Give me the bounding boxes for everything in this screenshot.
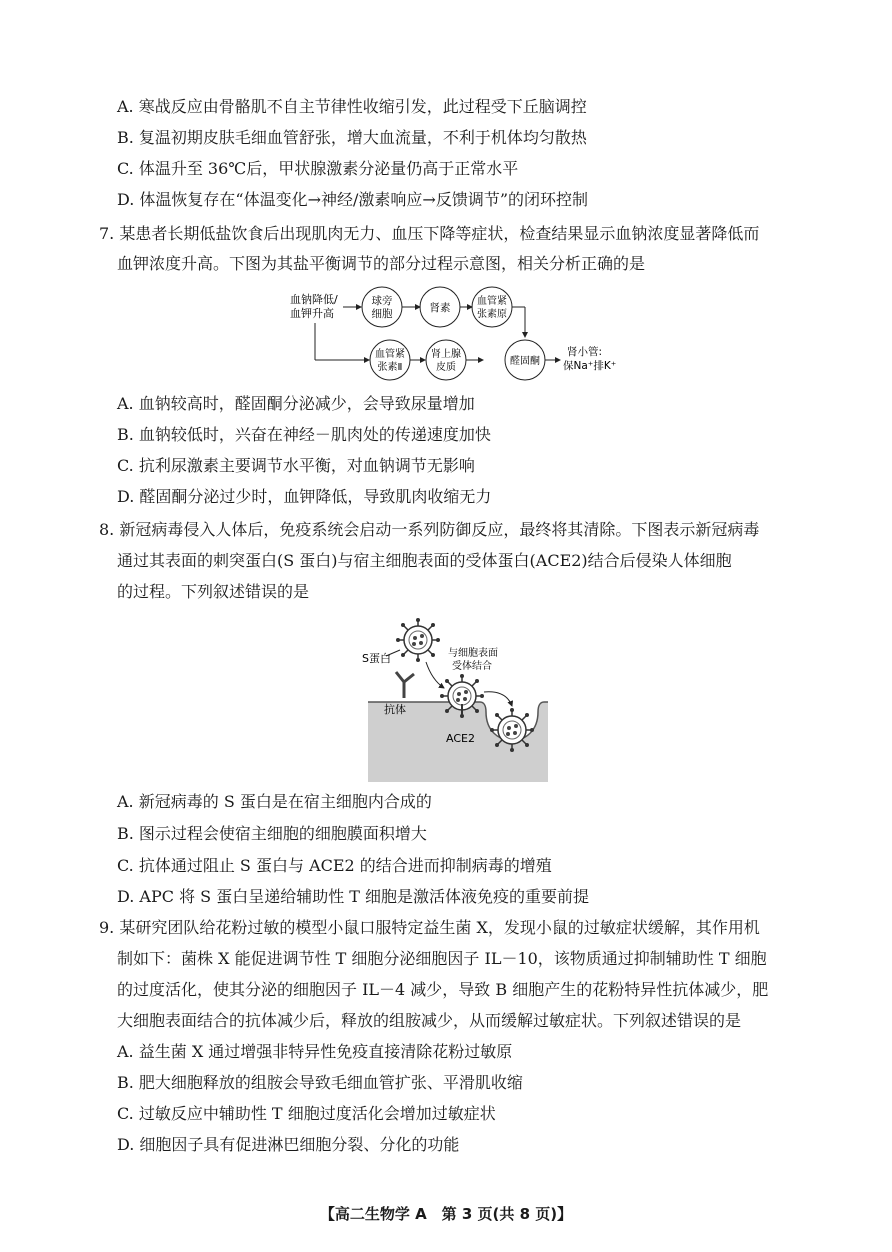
diagram-end-label-1: 肾小管: xyxy=(567,346,603,358)
node3-label-1: 血管紧 xyxy=(477,296,507,307)
q9-option-d: D. 细胞因子具有促进淋巴细胞分裂、分化的功能 xyxy=(117,1135,460,1154)
q9-stem-line3: 的过度活化，使其分泌的细胞因子 IL－4 减少，导致 B 细胞产生的花粉特异性抗体减少，肥 xyxy=(117,980,769,999)
q9-option-a: A. 益生菌 X 通过增强非特异性免疫直接清除花粉过敏原 xyxy=(117,1042,513,1061)
diagram-end-label-2: 保Na⁺排K⁺ xyxy=(563,360,617,372)
q7-option-d: D. 醛固酮分泌过少时，血钾降低，导致肌肉收缩无力 xyxy=(117,487,492,506)
q9-option-c: C. 过敏反应中辅助性 T 细胞过度活化会增加过敏症状 xyxy=(117,1104,496,1123)
q9-option-b: B. 肥大细胞释放的组胺会导致毛细血管扩张、平滑肌收缩 xyxy=(117,1073,523,1092)
q9-stem-line2: 制如下：菌株 X 能促进调节性 T 细胞分泌细胞因子 IL－10，该物质通过抑制辅助性 T 细胞 xyxy=(117,949,767,968)
node5-label-1: 肾上腺 xyxy=(431,349,461,360)
node3-label-2: 张素原 xyxy=(477,309,507,320)
page-footer: 【高二生物学 A 第 3 页(共 8 页)】 xyxy=(319,1205,573,1223)
q6-option-d: D. 体温恢复存在“体温变化→神经/激素响应→反馈调节”的闭环控制 xyxy=(117,190,588,209)
q6-option-b: B. 复温初期皮肤毛细血管舒张，增大血流量，不利于机体均匀散热 xyxy=(117,128,587,147)
node-angiotensin-ii xyxy=(370,340,410,380)
node2-label: 肾素 xyxy=(429,302,451,314)
diagram-start-label-2: 血钾升高 xyxy=(290,307,334,320)
q6-option-c: C. 体温升至 36℃后，甲状腺激素分泌量仍高于正常水平 xyxy=(117,159,519,178)
node-adrenal-cortex xyxy=(426,340,466,380)
q8-option-c: C. 抗体通过阻止 S 蛋白与 ACE2 的结合进而抑制病毒的增殖 xyxy=(117,856,552,875)
node1-label-2: 细胞 xyxy=(371,308,393,320)
binding-label-2: 受体结合 xyxy=(452,661,492,672)
diagram-start-label-1: 血钠降低/ xyxy=(290,293,338,306)
q7-stem-line2: 血钾浓度升高。下图为其盐平衡调节的部分过程示意图，相关分析正确的是 xyxy=(117,254,646,273)
q9-stem-line1: 9. 某研究团队给花粉过敏的模型小鼠口服特定益生菌 X，发现小鼠的过敏症状缓解，其作用机 xyxy=(99,918,760,937)
s-protein-label: S蛋白 xyxy=(362,652,391,665)
q7-option-c: C. 抗利尿激素主要调节水平衡，对血钠调节无影响 xyxy=(117,456,475,475)
node1-label-1: 球旁 xyxy=(371,295,393,307)
salt-balance-diagram xyxy=(285,285,625,385)
q8-stem-line2: 通过其表面的刺突蛋白(S 蛋白)与宿主细胞表面的受体蛋白(ACE2)结合后侵染人体细胞 xyxy=(117,551,732,570)
antibody-label: 抗体 xyxy=(384,703,406,716)
q7-stem-line1: 7. 某患者长期低盐饮食后出现肌肉无力、血压下降等症状，检查结果显示血钠浓度显著降低而 xyxy=(99,224,760,243)
q7-option-a: A. 血钠较高时，醛固酮分泌减少，会导致尿量增加 xyxy=(117,394,475,413)
q8-stem-line1: 8. 新冠病毒侵入人体后，免疫系统会启动一系列防御反应，最终将其清除。下图表示新冠病毒 xyxy=(99,520,760,539)
node4-label-2: 张素Ⅱ xyxy=(377,362,403,373)
node6-label: 醛固酮 xyxy=(510,356,540,367)
q8-option-d: D. APC 将 S 蛋白呈递给辅助性 T 细胞是激活体液免疫的重要前提 xyxy=(117,887,590,906)
q9-stem-line4: 大细胞表面结合的抗体减少后，释放的组胺减少，从而缓解过敏症状。下列叙述错误的是 xyxy=(117,1011,742,1030)
virus-infection-diagram xyxy=(360,610,550,782)
q8-stem-line3: 的过程。下列叙述错误的是 xyxy=(117,582,310,601)
node-angiotensinogen xyxy=(472,287,512,327)
virus-internalized-icon xyxy=(490,708,534,752)
q8-option-b: B. 图示过程会使宿主细胞的细胞膜面积增大 xyxy=(117,824,427,843)
binding-label-1: 与细胞表面 xyxy=(448,648,498,659)
q6-option-a: A. 寒战反应由骨骼肌不自主节律性收缩引发，此过程受下丘脑调控 xyxy=(117,97,587,116)
node-juxtaglomerular-cell xyxy=(362,287,402,327)
node4-label-1: 血管紧 xyxy=(375,349,405,360)
virus-icon xyxy=(396,618,440,662)
ace2-label: ACE2 xyxy=(446,732,475,745)
antibody-icon xyxy=(396,672,414,698)
node5-label-2: 皮质 xyxy=(436,362,456,373)
q8-option-a: A. 新冠病毒的 S 蛋白是在宿主细胞内合成的 xyxy=(117,792,432,811)
q7-option-b: B. 血钠较低时，兴奋在神经－肌肉处的传递速度加快 xyxy=(117,425,491,444)
